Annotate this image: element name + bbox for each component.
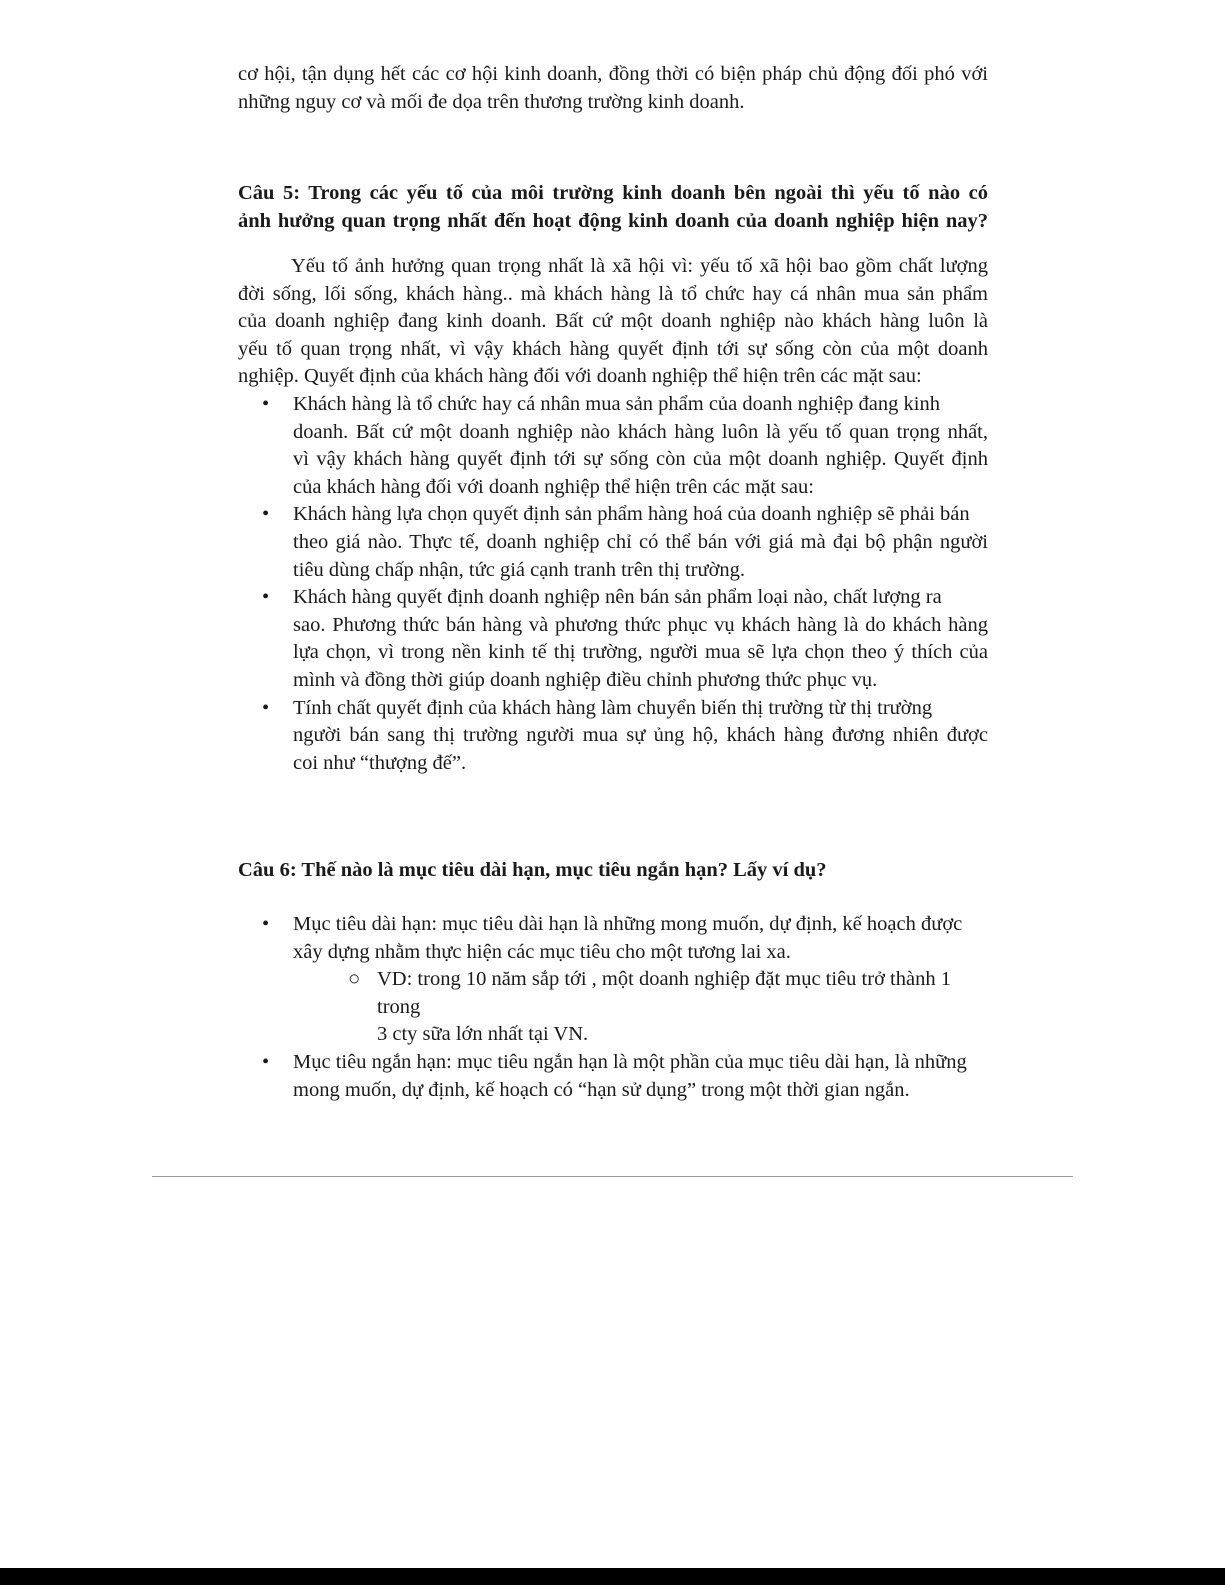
question-6-title xyxy=(238,857,988,885)
bullet-icon: • xyxy=(262,913,270,935)
list-item-line: Tính chất quyết định của khách hàng làm chuyển biến thị trường từ thị trường xyxy=(293,696,933,719)
list-item-text xyxy=(272,1049,988,1104)
paragraph-line: đời sống, lối sống, khách hàng.. mà khách hàng là tổ chức hay cá nhân mua sản phẩm xyxy=(238,282,988,305)
list-item-line: sao. Phương thức bán hàng và phương thức phục vụ khách hàng là do khách hàng xyxy=(293,613,988,636)
list-item xyxy=(262,501,988,584)
list-item-line: tiêu dùng chấp nhận, tức giá cạnh tranh trên thị trường. xyxy=(293,558,746,581)
list-item-line: Khách hàng quyết định doanh nghiệp nên bán sản phẩm loại nào, chất lượng ra xyxy=(293,586,942,609)
question-6-bullet-list xyxy=(262,911,988,1104)
list-item-text xyxy=(272,391,988,501)
question-title-line: ảnh hưởng quan trọng nhất đến hoạt động kinh doanh của doanh nghiệp hiện nay? xyxy=(238,209,988,232)
page-divider xyxy=(152,1176,1073,1177)
list-item xyxy=(262,584,988,694)
intro-line: cơ hội, tận dụng hết các cơ hội kinh doanh, đồng thời có biện pháp chủ động đối phó với xyxy=(238,63,988,85)
bullet-icon: • xyxy=(262,1050,270,1073)
intro-paragraph xyxy=(238,61,988,116)
list-item-line: của khách hàng đối với doanh nghiệp thể hiện trên các mặt sau: xyxy=(293,475,814,498)
paragraph-line: của doanh nghiệp đang kinh doanh. Bất cứ một doanh nghiệp nào khách hàng luôn là xyxy=(238,310,988,333)
paragraph-line: Yếu tố ảnh hưởng quan trọng nhất là xã hội vì: yếu tố xã hội bao gồm chất lượng xyxy=(291,255,988,277)
list-item-line: Khách hàng là tổ chức hay cá nhân mua sản phẩm của doanh nghiệp đang kinh xyxy=(293,393,940,415)
list-item-line: mong muốn, dự định, kế hoạch có “hạn sử dụng” trong một thời gian ngắn. xyxy=(293,1078,910,1101)
list-item xyxy=(262,391,988,501)
bottom-edge-bar xyxy=(0,1568,1225,1585)
bullet-icon: • xyxy=(262,696,270,719)
sub-list-item-text xyxy=(362,966,988,1049)
intro-line: những nguy cơ và mối đe dọa trên thương trường kinh doanh. xyxy=(238,90,745,113)
bullet-icon: • xyxy=(262,503,270,526)
list-item-line: theo giá nào. Thực tế, doanh nghiệp chỉ có thể bán với giá mà đại bộ phận người xyxy=(293,530,988,553)
list-item xyxy=(262,911,988,1049)
list-item-line: Khách hàng lựa chọn quyết định sản phẩm hàng hoá của doanh nghiệp sẽ phải bán xyxy=(293,503,970,526)
bullet-icon: • xyxy=(262,393,270,415)
list-item xyxy=(262,695,988,778)
question-5-bullet-list xyxy=(262,391,988,777)
question-title-line: Câu 5: Trong các yếu tố của môi trường kinh doanh bên ngoài thì yếu tố nào có xyxy=(238,182,988,204)
list-item-line: lựa chọn, vì trong nền kinh tế thị trường, người mua sẽ lựa chọn theo ý thích của xyxy=(293,641,988,664)
sub-list-item-line: VD: trong 10 năm sắp tới , một doanh nghiệp đặt mục tiêu trở thành 1 trong xyxy=(377,968,951,1018)
list-item-line: vì vậy khách hàng quyết định tới sự sống còn của một doanh nghiệp. Quyết định xyxy=(293,448,988,471)
bullet-icon: • xyxy=(262,586,270,609)
sub-list-item-line: 3 cty sữa lớn nhất tại VN. xyxy=(377,1023,589,1046)
list-item-line: Mục tiêu dài hạn: mục tiêu dài hạn là những mong muốn, dự định, kế hoạch được xyxy=(293,913,963,935)
list-item-line: coi như “thượng đế”. xyxy=(293,751,467,774)
sub-list-item xyxy=(348,966,988,1049)
question-title-line: Câu 6: Thế nào là mục tiêu dài hạn, mục tiêu ngắn hạn? Lấy ví dụ? xyxy=(238,859,827,881)
list-item-text xyxy=(272,584,988,694)
paragraph-line: yếu tố quan trọng nhất, vì vậy khách hàng quyết định tới sự sống còn của một doanh xyxy=(238,337,988,360)
list-item-line: xây dựng nhằm thực hiện các mục tiêu cho một tương lai xa. xyxy=(293,940,791,963)
list-item-line: người bán sang thị trường người mua sự ủng hộ, khách hàng đương nhiên được xyxy=(293,724,988,747)
list-item-line: doanh. Bất cứ một doanh nghiệp nào khách hàng luôn là yếu tố quan trọng nhất, xyxy=(293,420,988,443)
paragraph-line: nghiệp. Quyết định của khách hàng đối với doanh nghiệp thể hiện trên các mặt sau: xyxy=(238,365,922,388)
list-item xyxy=(262,1049,988,1104)
list-item-text xyxy=(272,695,988,778)
question-5-answer-paragraph xyxy=(238,253,988,391)
hollow-bullet-icon: ○ xyxy=(348,968,361,991)
list-item-line: mình và đồng thời giúp doanh nghiệp điều chỉnh phương thức phục vụ. xyxy=(293,668,878,691)
list-item-line: Mục tiêu ngắn hạn: mục tiêu ngắn hạn là một phần của mục tiêu dài hạn, là những xyxy=(293,1050,967,1073)
question-5-title xyxy=(238,180,988,235)
list-item-text xyxy=(272,501,988,584)
list-item-text xyxy=(272,911,988,966)
